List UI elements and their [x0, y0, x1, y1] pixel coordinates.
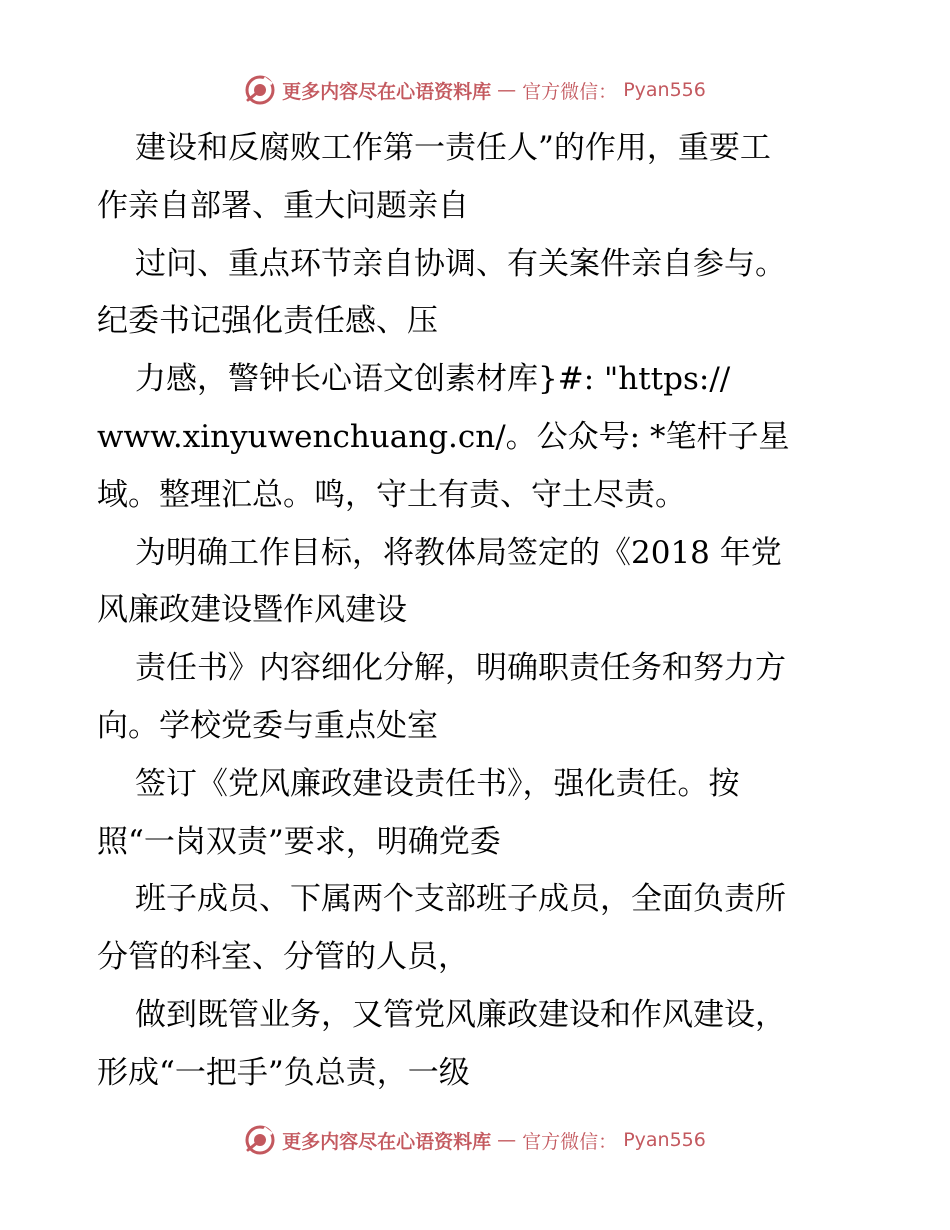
text-line: 为明确工作目标，将教体局签定的《2018 年党	[135, 534, 782, 571]
banner-wechat-id: Pyan556	[623, 79, 706, 101]
document-body	[97, 120, 857, 1103]
banner-dash: —	[497, 79, 517, 101]
text-line: 力感，警钟长心语文创素材库}#: "https://	[135, 361, 731, 398]
header-banner	[0, 70, 950, 110]
banner-library-text: 更多内容尽在心语资料库	[282, 80, 492, 103]
text-line: 照“一岗双责”要求，明确党委	[97, 823, 501, 860]
text-line: 做到既管业务，又管党风廉政建设和作风建设，	[135, 996, 786, 1033]
banner-wechat-id: Pyan556	[623, 1129, 706, 1151]
text-line: 建设和反腐败工作第一责任人”的作用，重要工	[135, 130, 771, 166]
logo-seal-icon	[244, 1124, 276, 1156]
footer-banner	[0, 1120, 950, 1160]
text-line: 过问、重点环节亲自协调、有关案件亲自参与。	[135, 245, 786, 282]
text-line: 向。学校党委与重点处室	[97, 707, 438, 744]
banner-wechat-label: 官方微信：	[522, 80, 618, 103]
text-line: 签订《党风廉政建设责任书》，强化责任。按	[135, 765, 740, 802]
banner-dash: —	[497, 1129, 517, 1151]
logo-seal-icon	[244, 74, 276, 106]
banner-library-text: 更多内容尽在心语资料库	[282, 1130, 492, 1153]
text-line: 风廉政建设暨作风建设	[97, 592, 407, 629]
text-line: 形成“一把手”负总责，一级	[97, 1054, 470, 1091]
text-line: 作亲自部署、重大问题亲自	[97, 187, 469, 224]
text-line: 责任书》内容细化分解，明确职责任务和努力方	[135, 650, 786, 687]
text-line: 班子成员、下属两个支部班子成员，全面负责所	[135, 881, 786, 918]
text-line: 分管的科室、分管的人员，	[97, 939, 469, 976]
text-line: 纪委书记强化责任感、压	[97, 303, 438, 340]
banner-wechat-label: 官方微信：	[522, 1130, 618, 1153]
text-line: 域。整理汇总。鸣，守土有责、守土尽责。	[97, 476, 686, 513]
text-line: www.xinyuwenchuang.cn/。公众号: *笔杆子星	[97, 418, 790, 455]
